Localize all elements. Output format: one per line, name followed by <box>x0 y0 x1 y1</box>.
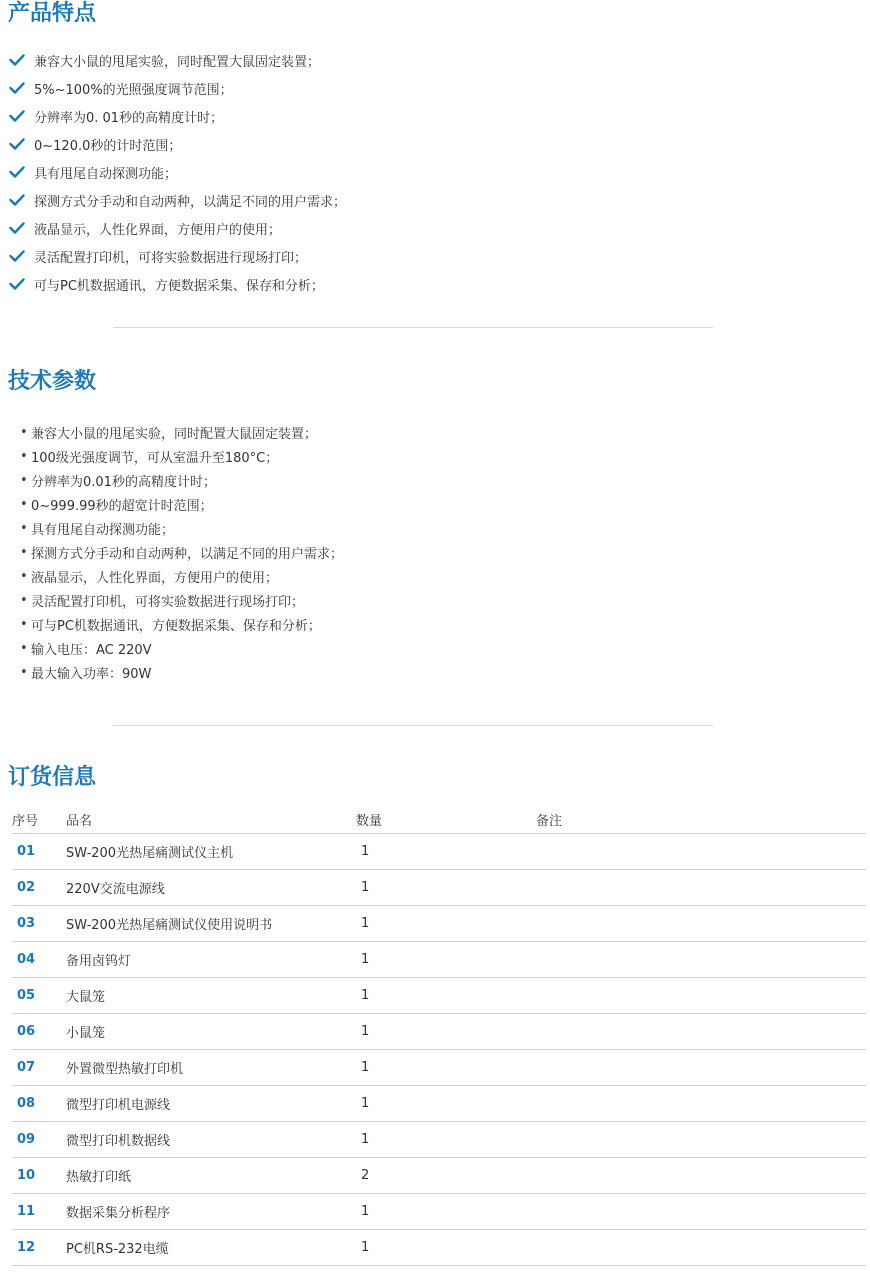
cell-no: 09 <box>12 1122 66 1158</box>
table-row <box>12 1014 866 1050</box>
table-row <box>12 906 866 942</box>
cell-qty: 1 <box>356 1230 536 1266</box>
cell-no: 06 <box>12 1014 66 1050</box>
feature-item <box>0 242 870 270</box>
order-table <box>12 805 866 1266</box>
feature-text: 液晶显示，人性化界面，方便用户的使用； <box>34 222 282 238</box>
feature-text: 兼容大小鼠的甩尾实验，同时配置大鼠固定装置； <box>34 54 321 70</box>
order-table-body <box>12 834 866 1266</box>
feature-text: 0~120.0秒的计时范围； <box>34 138 182 154</box>
cell-no: 04 <box>12 942 66 978</box>
feature-text: 具有甩尾自动探测功能； <box>34 166 178 182</box>
table-row <box>12 1158 866 1194</box>
spec-text: 兼容大小鼠的甩尾实验，同时配置大鼠固定装置； <box>31 426 318 442</box>
order-title: 订货信息 <box>8 765 97 790</box>
cell-no: 10 <box>12 1158 66 1194</box>
cell-name: SW-200光热尾痛测试仪使用说明书 <box>66 906 356 942</box>
cell-qty: 1 <box>356 1014 536 1050</box>
check-icon <box>0 166 34 178</box>
cell-name: 外置微型热敏打印机 <box>66 1050 356 1086</box>
cell-qty: 1 <box>356 834 536 870</box>
bullet-icon: • <box>20 424 28 440</box>
cell-note <box>536 1014 866 1050</box>
cell-name: 微型打印机电源线 <box>66 1086 356 1122</box>
cell-name: SW-200光热尾痛测试仪主机 <box>66 834 356 870</box>
cell-qty: 1 <box>356 870 536 906</box>
header-note: 备注 <box>536 805 866 834</box>
feature-item <box>0 186 870 214</box>
cell-name: 微型打印机数据线 <box>66 1122 356 1158</box>
feature-item <box>0 102 870 130</box>
feature-item <box>0 270 870 298</box>
spec-item <box>0 564 870 588</box>
cell-note <box>536 1086 866 1122</box>
spec-text: 100级光强度调节，可从室温升至180°C； <box>31 450 279 466</box>
feature-item <box>0 46 870 74</box>
cell-name: 备用卤钨灯 <box>66 942 356 978</box>
cell-name: 热敏打印纸 <box>66 1158 356 1194</box>
cell-name: 220V交流电源线 <box>66 870 356 906</box>
cell-qty: 1 <box>356 1194 536 1230</box>
cell-note <box>536 1122 866 1158</box>
features-title: 产品特点 <box>8 1 97 26</box>
spec-text: 可与PC机数据通讯，方便数据采集、保存和分析； <box>31 618 321 634</box>
cell-no: 03 <box>12 906 66 942</box>
check-icon <box>0 110 34 122</box>
feature-text: 5%~100%的光照强度调节范围； <box>34 82 233 98</box>
cell-no: 01 <box>12 834 66 870</box>
features-list <box>0 46 870 298</box>
bullet-icon: • <box>20 592 28 608</box>
feature-item <box>0 158 870 186</box>
cell-qty: 1 <box>356 1122 536 1158</box>
cell-note <box>536 906 866 942</box>
cell-name: PC机RS-232电缆 <box>66 1230 356 1266</box>
spec-text: 0~999.99秒的超宽计时范围； <box>31 498 213 514</box>
cell-no: 08 <box>12 1086 66 1122</box>
spec-item <box>0 492 870 516</box>
table-header-row <box>12 805 866 834</box>
spec-item <box>0 468 870 492</box>
check-icon <box>0 194 34 206</box>
cell-no: 12 <box>12 1230 66 1266</box>
header-name: 品名 <box>66 805 356 834</box>
feature-text: 灵活配置打印机，可将实验数据进行现场打印； <box>34 250 308 266</box>
check-icon <box>0 278 34 290</box>
bullet-icon: • <box>20 448 28 464</box>
table-row <box>12 1122 866 1158</box>
bullet-icon: • <box>20 664 28 680</box>
table-row <box>12 1194 866 1230</box>
bullet-icon: • <box>20 616 28 632</box>
check-icon <box>0 138 34 150</box>
spec-text: 具有甩尾自动探测功能； <box>31 522 175 538</box>
spec-item <box>0 420 870 444</box>
spec-text: 液晶显示，人性化界面，方便用户的使用； <box>31 570 279 586</box>
spec-item <box>0 636 870 660</box>
divider <box>113 725 713 726</box>
cell-no: 05 <box>12 978 66 1014</box>
bullet-icon: • <box>20 472 28 488</box>
header-qty: 数量 <box>356 805 536 834</box>
cell-note <box>536 1158 866 1194</box>
cell-qty: 1 <box>356 1086 536 1122</box>
bullet-icon: • <box>20 568 28 584</box>
feature-text: 可与PC机数据通讯，方便数据采集、保存和分析； <box>34 278 324 294</box>
cell-note <box>536 1050 866 1086</box>
check-icon <box>0 250 34 262</box>
cell-no: 11 <box>12 1194 66 1230</box>
cell-note <box>536 1194 866 1230</box>
spec-item <box>0 444 870 468</box>
spec-text: 最大输入功率：90W <box>31 666 152 682</box>
table-row <box>12 978 866 1014</box>
check-icon <box>0 82 34 94</box>
specs-title: 技术参数 <box>8 369 97 394</box>
spec-item <box>0 516 870 540</box>
cell-name: 数据采集分析程序 <box>66 1194 356 1230</box>
table-row <box>12 870 866 906</box>
cell-name: 小鼠笼 <box>66 1014 356 1050</box>
bullet-icon: • <box>20 520 28 536</box>
feature-item <box>0 130 870 158</box>
cell-no: 07 <box>12 1050 66 1086</box>
cell-no: 02 <box>12 870 66 906</box>
spec-item <box>0 588 870 612</box>
spec-text: 灵活配置打印机，可将实验数据进行现场打印； <box>31 594 305 610</box>
spec-item <box>0 540 870 564</box>
header-no: 序号 <box>12 805 66 834</box>
cell-qty: 1 <box>356 942 536 978</box>
divider <box>113 327 713 328</box>
cell-note <box>536 1230 866 1266</box>
check-icon <box>0 54 34 66</box>
spec-item <box>0 660 870 684</box>
feature-text: 分辨率为0. 01秒的高精度计时； <box>34 110 224 126</box>
bullet-icon: • <box>20 496 28 512</box>
spec-text: 分辨率为0.01秒的高精度计时； <box>31 474 216 490</box>
bullet-icon: • <box>20 544 28 560</box>
cell-qty: 2 <box>356 1158 536 1194</box>
cell-name: 大鼠笼 <box>66 978 356 1014</box>
check-icon <box>0 222 34 234</box>
table-row <box>12 942 866 978</box>
spec-text: 输入电压：AC 220V <box>31 642 152 658</box>
table-row <box>12 834 866 870</box>
feature-item <box>0 74 870 102</box>
cell-note <box>536 978 866 1014</box>
cell-qty: 1 <box>356 1050 536 1086</box>
cell-note <box>536 834 866 870</box>
cell-qty: 1 <box>356 978 536 1014</box>
cell-note <box>536 870 866 906</box>
feature-text: 探测方式分手动和自动两种，以满足不同的用户需求； <box>34 194 347 210</box>
cell-qty: 1 <box>356 906 536 942</box>
table-row <box>12 1086 866 1122</box>
specs-list <box>0 420 870 684</box>
table-row <box>12 1050 866 1086</box>
table-row <box>12 1230 866 1266</box>
cell-note <box>536 942 866 978</box>
bullet-icon: • <box>20 640 28 656</box>
feature-item <box>0 214 870 242</box>
spec-item <box>0 612 870 636</box>
spec-text: 探测方式分手动和自动两种，以满足不同的用户需求； <box>31 546 344 562</box>
